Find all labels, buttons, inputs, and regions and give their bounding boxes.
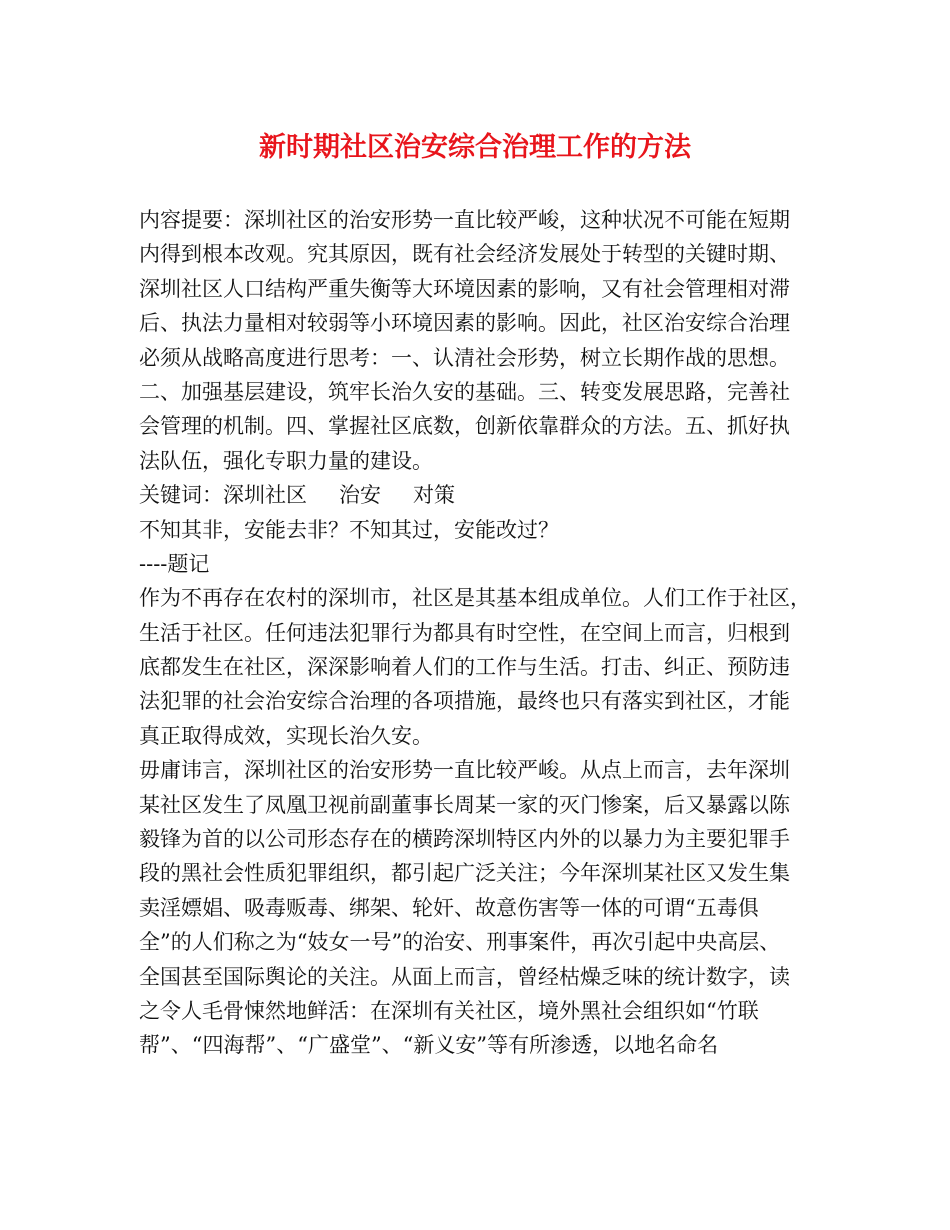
abstract-line: 法队伍，强化专职力量的建设。: [139, 448, 433, 473]
paragraph-line: 毋庸讳言，深圳社区的治安形势一直比较严峻。从点上而言，去年深圳: [139, 758, 790, 783]
paragraph-line: 全国甚至国际舆论的关注。从面上而言，曾经枯燥乏味的统计数字，读: [139, 964, 790, 989]
abstract: [139, 203, 829, 478]
paragraph-line: 作为不再存在农村的深圳市，社区是其基本组成单位。人们工作于社区，: [139, 586, 811, 611]
abstract-line: 内得到根本改观。究其原因，既有社会经济发展处于转型的关键时期、: [139, 242, 790, 267]
paragraph-line: 帮”、“四海帮”、“广盛堂”、“新义安”等有所渗透，以地名命名: [139, 1033, 719, 1058]
epigraph-attribution: ----题记: [139, 551, 210, 576]
abstract-line: 深圳社区人口结构严重失衡等大环境因素的影响，又有社会管理相对滞: [139, 276, 790, 301]
paragraph-1: [139, 581, 829, 753]
paragraph-line: 段的黑社会性质犯罪组织，都引起广泛关注；今年深圳某社区又发生集: [139, 861, 790, 886]
paragraph-line: 法犯罪的社会治安综合治理的各项措施，最终也只有落实到社区，才能: [139, 689, 790, 714]
paragraph-line: 毅锋为首的以公司形态存在的横跨深圳特区内外的以暴力为主要犯罪手: [139, 827, 790, 852]
paragraph-line: 卖淫嫖娼、吸毒贩毒、绑架、轮奸、故意伤害等一体的可谓“五毒俱: [139, 895, 759, 920]
paragraph-line: 某社区发生了凤凰卫视前副董事长周某一家的灭门惨案，后又暴露以陈: [139, 792, 790, 817]
keywords-line: [139, 478, 829, 512]
abstract-line: 内容提要：深圳社区的治安形势一直比较严峻，这种状况不可能在短期: [139, 208, 790, 232]
epigraph-quote: 不知其非，安能去非？不知其过，安能改过？: [139, 517, 559, 542]
abstract-line: 会管理的机制。四、掌握社区底数，创新依靠群众的方法。五、抓好执: [139, 414, 790, 439]
keyword: 对策: [413, 483, 455, 508]
document-title: 新时期社区治安综合治理工作的方法: [259, 132, 691, 163]
paragraph-line: 真正取得成效，实现长治久安。: [139, 723, 433, 748]
document-body: [139, 203, 829, 1063]
paragraph-line: 底都发生在社区，深深影响着人们的工作与生活。打击、纠正、预防违: [139, 655, 790, 680]
abstract-line: 后、执法力量相对较弱等小环境因素的影响。因此，社区治安综合治理: [139, 311, 790, 336]
abstract-line: 二、加强基层建设，筑牢长治久安的基础。三、转变发展思路，完善社: [139, 379, 790, 404]
keyword: 治安: [339, 483, 381, 508]
paragraph-line: 之令人毛骨悚然地鲜活：在深圳有关社区，境外黑社会组织如“竹联: [139, 998, 759, 1023]
paragraph-2: [139, 753, 829, 1063]
keywords-label: 关键词：: [139, 483, 223, 508]
paragraph-line: 生活于社区。任何违法犯罪行为都具有时空性，在空间上而言，归根到: [139, 620, 790, 645]
keyword: 深圳社区: [223, 483, 307, 508]
paragraph-line: 全”的人们称之为“妓女一号”的治安、刑事案件，再次引起中央高层、: [139, 930, 781, 955]
abstract-line: 必须从战略高度进行思考：一、认清社会形势，树立长期作战的思想。: [139, 345, 790, 370]
